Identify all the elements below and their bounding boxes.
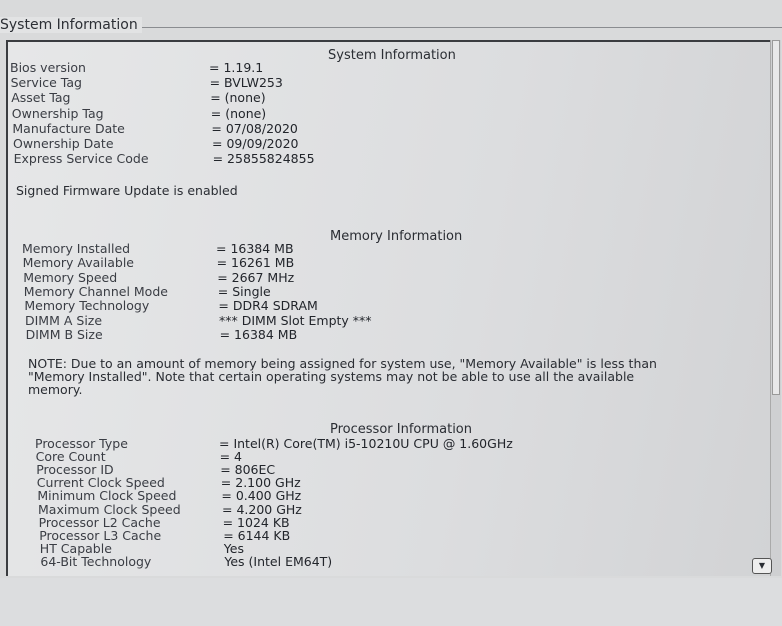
system-info-value: = 07/08/2020 — [211, 120, 298, 136]
memory-info-value: *** DIMM Slot Empty *** — [219, 312, 372, 328]
system-info-row — [12, 106, 712, 121]
system-info-value: = 25855824855 — [212, 151, 315, 167]
memory-info-label: DIMM A Size — [25, 312, 103, 328]
memory-note: NOTE: Due to an amount of memory being assigned for system use, "Memory Available" is less than "Memory Installed". Note that certain operating systems may not be able to use all the available memory. — [28, 356, 657, 397]
system-info-value: = (none) — [210, 105, 267, 121]
memory-info-label: Memory Installed — [22, 241, 131, 256]
processor-info-label: HT Capable — [39, 540, 112, 556]
processor-info-label: Maximum Clock Speed — [38, 501, 181, 517]
processor-info-label: Processor Type — [35, 436, 128, 451]
memory-info-row — [24, 298, 724, 313]
system-info-label: Manufacture Date — [12, 120, 125, 136]
memory-info-value: = 2667 MHz — [217, 269, 295, 285]
processor-info-value: = 2.100 GHz — [220, 475, 301, 491]
scroll-thumb[interactable] — [772, 40, 780, 395]
processor-info-value: = Intel(R) Core(TM) i5-10210U CPU @ 1.60GHz — [219, 436, 513, 451]
memory-info-label: DIMM B Size — [25, 326, 103, 342]
system-info-label: Ownership Date — [13, 136, 114, 151]
processor-info-value: = 4 — [219, 449, 242, 465]
system-info-heading: System Information — [328, 48, 456, 63]
memory-info-row — [26, 327, 726, 342]
processor-info-label: Minimum Clock Speed — [37, 488, 177, 504]
firmware-note: Signed Firmware Update is enabled — [16, 183, 238, 198]
system-info-row — [13, 136, 713, 151]
memory-info-value: = 16261 MB — [216, 255, 295, 271]
processor-info-value: Yes — [223, 540, 244, 556]
processor-info-label: Processor L3 Cache — [39, 527, 162, 543]
memory-info-row — [23, 255, 723, 270]
processor-info-value: Yes (Intel EM64T) — [224, 553, 333, 569]
processor-info-heading: Processor Information — [330, 422, 472, 437]
system-info-label: Asset Tag — [11, 90, 71, 106]
system-info-row — [14, 151, 714, 166]
processor-info-row — [40, 554, 740, 569]
system-info-panel — [6, 40, 770, 576]
processor-info-label: 64-Bit Technology — [40, 553, 152, 569]
memory-info-row — [25, 313, 725, 328]
processor-info-label: Current Clock Speed — [36, 475, 165, 491]
processor-info-label: Processor ID — [36, 462, 114, 478]
system-info-label: Bios version — [10, 60, 86, 75]
system-info-row — [11, 75, 711, 90]
processor-info-label: Core Count — [35, 449, 106, 465]
processor-info-value: = 6144 KB — [223, 527, 291, 543]
processor-info-value: = 1024 KB — [222, 514, 290, 530]
scrollbar[interactable] — [770, 40, 781, 576]
system-info-row — [12, 121, 712, 136]
system-info-label: Ownership Tag — [11, 105, 104, 121]
memory-info-label: Memory Channel Mode — [23, 283, 168, 299]
memory-info-label: Memory Technology — [24, 298, 150, 314]
processor-info-value: = 806EC — [220, 462, 276, 478]
system-info-row — [10, 60, 710, 75]
memory-info-value: = DDR4 SDRAM — [218, 298, 318, 314]
system-info-value: = BVLW253 — [209, 75, 283, 91]
bottom-area — [0, 578, 782, 626]
group-title: System Information — [0, 17, 142, 33]
memory-info-value: = 16384 MB — [219, 326, 298, 342]
system-info-value: = 09/09/2020 — [212, 136, 299, 151]
memory-info-value: = 16384 MB — [216, 241, 294, 256]
memory-info-row — [22, 241, 722, 256]
memory-info-row — [23, 270, 723, 285]
memory-info-value: = Single — [217, 283, 271, 299]
processor-info-value: = 4.200 GHz — [222, 501, 302, 517]
processor-info-value: = 0.400 GHz — [221, 488, 302, 504]
memory-info-label: Memory Speed — [23, 269, 118, 285]
scroll-down-icon[interactable]: ▼ — [752, 558, 772, 574]
processor-info-label: Processor L2 Cache — [38, 514, 161, 530]
memory-info-row — [24, 284, 724, 299]
system-info-row — [11, 90, 711, 105]
memory-info-label: Memory Available — [22, 255, 134, 271]
system-info-value: = 1.19.1 — [209, 60, 264, 75]
system-info-label: Express Service Code — [13, 151, 149, 167]
system-info-label: Service Tag — [10, 75, 82, 91]
system-info-value: = (none) — [210, 90, 266, 106]
memory-info-heading: Memory Information — [330, 229, 463, 244]
group-divider — [140, 27, 782, 28]
